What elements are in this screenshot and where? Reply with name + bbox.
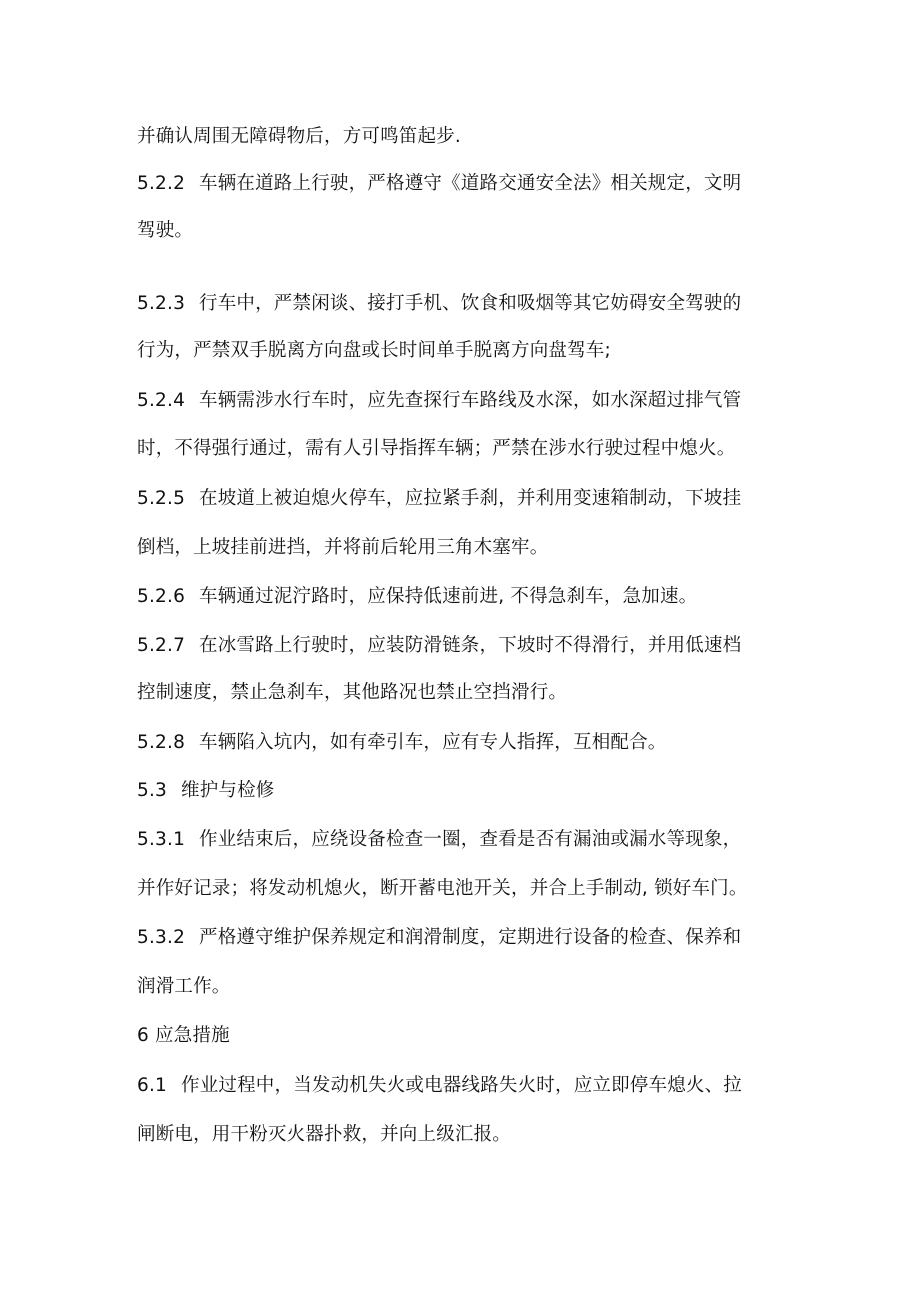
paragraph-text: 润滑工作。 xyxy=(137,976,231,997)
section-heading: 6 应急措施 xyxy=(137,1025,230,1046)
section-number: 5.3.1 xyxy=(137,829,186,850)
paragraph-5-2-7 xyxy=(137,633,741,659)
paragraph-5-2-8 xyxy=(137,730,667,756)
paragraph-6-1-cont xyxy=(137,1122,511,1148)
paragraph-5-2-2-cont xyxy=(137,218,193,244)
paragraph-5-2-3 xyxy=(137,291,741,317)
paragraph-5-2-7-cont xyxy=(137,680,567,706)
section-number: 5.2.8 xyxy=(137,732,186,753)
paragraph-text: 作业结束后，应绕设备检查一圈，查看是否有漏油或漏水等现象， xyxy=(199,829,742,850)
heading-5-3 xyxy=(137,778,275,804)
paragraph-text: 车辆需涉水行车时，应先查探行车路线及水深，如水深超过排气管 xyxy=(199,390,742,411)
section-number: 5.3.2 xyxy=(137,927,186,948)
section-number: 5.2.3 xyxy=(137,293,186,314)
section-number: 6.1 xyxy=(137,1075,168,1096)
section-number: 5.2.2 xyxy=(137,173,186,194)
paragraph-text: 在坡道上被迫熄火停车，应拉紧手刹，并利用变速箱制动，下坡挂 xyxy=(199,488,742,509)
paragraph-text: 并作好记录；将发动机熄火，断开蓄电池开关，并合上手制动, 锁好车门。 xyxy=(137,878,748,899)
paragraph-text: 行为，严禁双手脱离方向盘或长时间单手脱离方向盘驾车; xyxy=(137,340,611,361)
section-number: 5.2.4 xyxy=(137,390,186,411)
paragraph-text: 车辆通过泥泞路时，应保持低速前进, 不得急刹车，急加速。 xyxy=(199,586,698,607)
paragraph-text: 作业过程中，当发动机失火或电器线路失火时，应立即停车熄火、拉 xyxy=(181,1075,743,1096)
paragraph-5-3-1 xyxy=(137,827,741,853)
paragraph-text: 严格遵守维护保养规定和润滑制度，定期进行设备的检查、保养和 xyxy=(199,927,742,948)
paragraph-text: 并确认周围无障碍物后，方可鸣笛起步. xyxy=(137,126,461,147)
section-number: 5.2.7 xyxy=(137,635,186,656)
section-number: 5.2.6 xyxy=(137,586,186,607)
section-heading: 维护与检修 xyxy=(181,780,275,801)
paragraph-5-3-2 xyxy=(137,925,741,951)
paragraph-5-2-5 xyxy=(137,486,741,512)
paragraph-5-2-6 xyxy=(137,584,697,610)
paragraph-text: 行车中，严禁闲谈、接打手机、饮食和吸烟等其它妨碍安全驾驶的 xyxy=(199,293,742,314)
paragraph-5-2-4-cont xyxy=(137,436,735,462)
paragraph-text: 在冰雪路上行驶时，应装防滑链条，下坡时不得滑行，并用低速档 xyxy=(199,635,742,656)
paragraph-text: 驾驶。 xyxy=(137,220,194,241)
heading-6 xyxy=(137,1023,230,1049)
paragraph-5-2-2 xyxy=(137,171,741,197)
paragraph-text: 车辆陷入坑内，如有牵引车，应有专人指挥，互相配合。 xyxy=(199,732,667,753)
section-number: 5.3 xyxy=(137,780,168,801)
paragraph-6-1 xyxy=(137,1073,742,1099)
section-number: 5.2.5 xyxy=(137,488,186,509)
paragraph-5-2-5-cont xyxy=(137,535,548,561)
paragraph-5-3-2-cont xyxy=(137,974,231,1000)
paragraph-text: 时，不得强行通过，需有人引导指挥车辆；严禁在涉水行驶过程中熄火。 xyxy=(137,438,736,459)
paragraph-text: 控制速度，禁止急刹车，其他路况也禁止空挡滑行。 xyxy=(137,682,568,703)
paragraph-text: 车辆在道路上行驶，严格遵守《道路交通安全法》相关规定，文明 xyxy=(199,173,742,194)
paragraph-5-3-1-cont xyxy=(137,876,748,902)
paragraph-text: 闸断电，用干粉灭火器扑救，并向上级汇报。 xyxy=(137,1124,512,1145)
paragraph-5-2-4 xyxy=(137,388,741,414)
paragraph-continuation xyxy=(137,124,461,150)
paragraph-text: 倒档，上坡挂前进挡，并将前后轮用三角木塞牢。 xyxy=(137,537,549,558)
paragraph-5-2-3-cont xyxy=(137,338,611,364)
